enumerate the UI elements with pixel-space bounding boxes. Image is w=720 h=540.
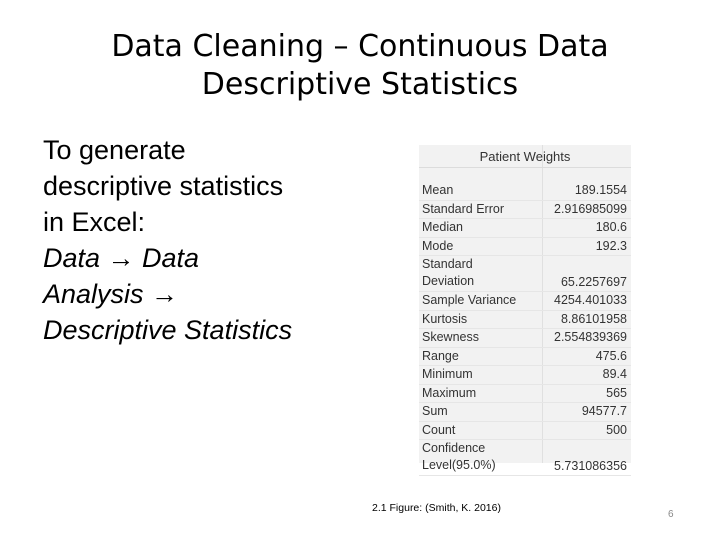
slide-title-line-2: Descriptive Statistics bbox=[201, 67, 519, 102]
figure-caption: 2.1 Figure: (Smith, K. 2016) bbox=[372, 502, 501, 514]
table-row bbox=[419, 348, 631, 367]
row-label-line-1: Confidence bbox=[422, 441, 486, 455]
row-label-line-2: Deviation bbox=[422, 274, 475, 288]
table-rows bbox=[419, 182, 631, 476]
slide-title-line-1: Data Cleaning – Continuous Data bbox=[111, 29, 609, 64]
row-value: 180.6 bbox=[595, 220, 627, 234]
row-label: Count bbox=[422, 422, 456, 437]
table-row bbox=[419, 219, 631, 238]
table-row bbox=[419, 385, 631, 404]
row-label-line-2: Level(95.0%) bbox=[422, 458, 496, 472]
row-label bbox=[422, 256, 542, 290]
table-row bbox=[419, 403, 631, 422]
table-row bbox=[419, 238, 631, 257]
row-label-line-1: Standard bbox=[422, 257, 473, 271]
row-label: Median bbox=[422, 220, 463, 234]
menu-path-line-1: Data → Data bbox=[43, 243, 200, 273]
row-label: Maximum bbox=[422, 385, 477, 400]
row-value: 4254.401033 bbox=[554, 293, 627, 307]
row-value: 5.731086356 bbox=[554, 459, 627, 473]
table-row bbox=[419, 366, 631, 385]
descriptive-stats-table bbox=[419, 145, 631, 473]
table-row bbox=[419, 311, 631, 330]
row-value: 192.3 bbox=[595, 238, 627, 253]
row-value: 94577.7 bbox=[581, 404, 627, 418]
menu-path-line-3: Descriptive Statistics bbox=[43, 315, 293, 345]
row-label: Minimum bbox=[422, 367, 473, 381]
table-row bbox=[419, 422, 631, 441]
row-value: 475.6 bbox=[595, 348, 627, 363]
slide-number: 6 bbox=[668, 509, 674, 520]
row-value: 89.4 bbox=[602, 367, 627, 381]
body-line-1: To generate bbox=[43, 135, 186, 165]
row-value: 2.554839369 bbox=[554, 330, 627, 344]
row-value: 500 bbox=[606, 422, 627, 437]
row-value: 8.86101958 bbox=[560, 311, 627, 326]
slide-body bbox=[43, 132, 373, 348]
table-row bbox=[419, 201, 631, 220]
row-value: 65.2257697 bbox=[560, 275, 627, 289]
body-line-3: in Excel: bbox=[43, 207, 146, 237]
table-row bbox=[419, 256, 631, 292]
row-label: Sum bbox=[422, 404, 448, 418]
row-value: 2.916985099 bbox=[554, 201, 627, 216]
row-label: Skewness bbox=[422, 330, 479, 344]
slide-title bbox=[40, 28, 680, 104]
row-label: Range bbox=[422, 348, 459, 363]
row-label bbox=[422, 440, 542, 474]
row-label: Standard Error bbox=[422, 201, 504, 216]
row-value: 565 bbox=[606, 385, 627, 400]
row-label: Mean bbox=[422, 183, 454, 197]
row-value: 189.1554 bbox=[574, 183, 627, 197]
row-label: Sample Variance bbox=[422, 293, 517, 307]
table-row bbox=[419, 440, 631, 476]
table-row bbox=[419, 182, 631, 201]
row-label: Mode bbox=[422, 238, 454, 253]
body-line-2: descriptive statistics bbox=[43, 171, 284, 201]
table-row bbox=[419, 329, 631, 348]
row-label: Kurtosis bbox=[422, 311, 468, 326]
menu-path-line-2: Analysis → bbox=[43, 279, 179, 309]
table-row bbox=[419, 292, 631, 311]
table-header: Patient Weights bbox=[419, 147, 631, 168]
